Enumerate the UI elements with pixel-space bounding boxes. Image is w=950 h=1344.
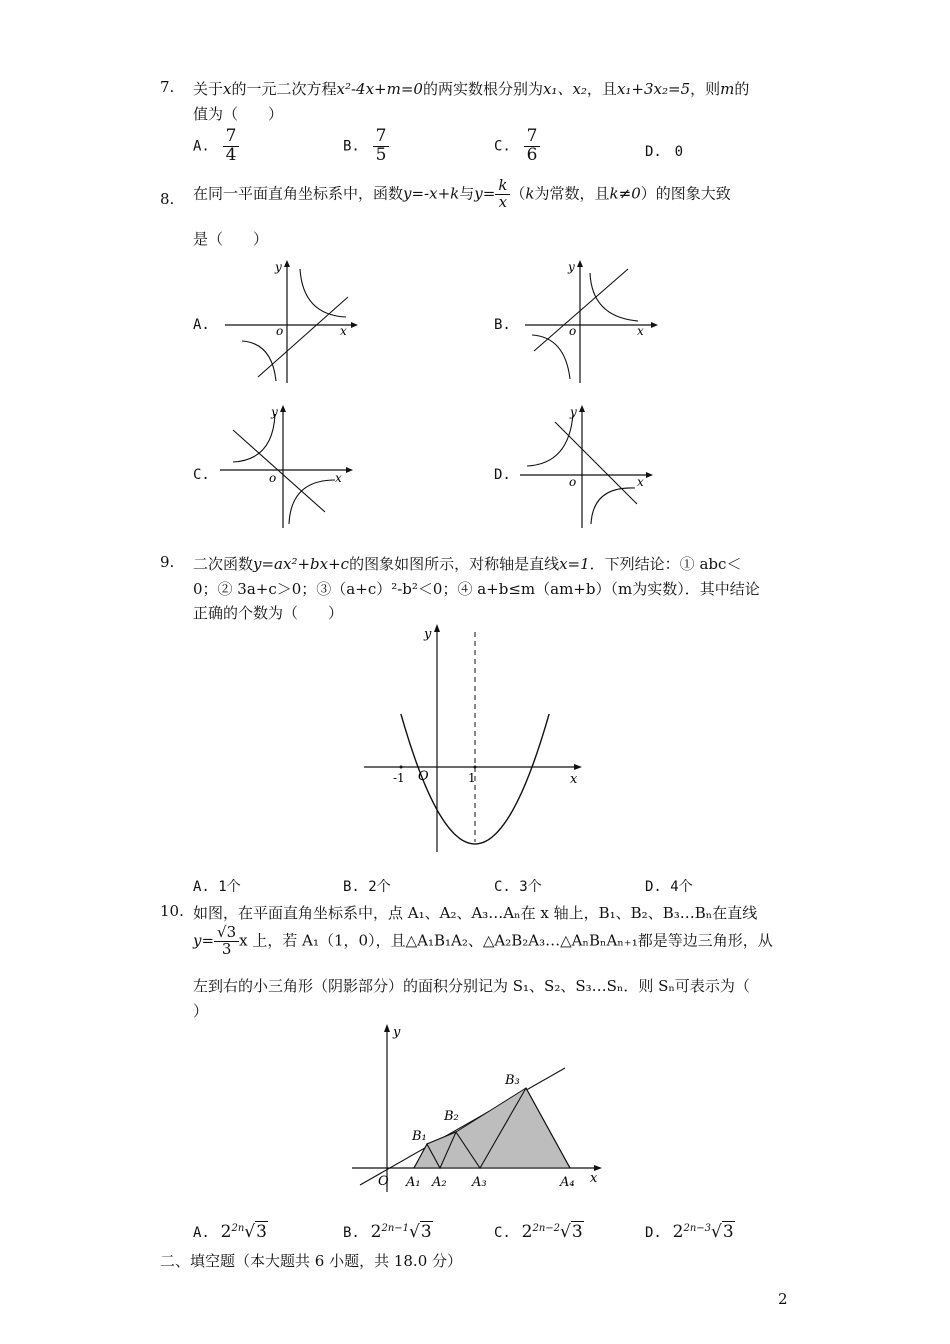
q8-graph-b xyxy=(520,255,665,385)
q10-stem-line3: 左到右的小三角形（阴影部分）的面积分别记为 S₁、S₂、S₃…Sₙ．则 Sₙ可表示为（ xyxy=(193,977,750,995)
q10-label-b2: B₂ xyxy=(444,1109,459,1124)
q10-label-a3: A₃ xyxy=(472,1175,487,1190)
q9-number: 9. xyxy=(160,553,175,571)
q8-d-y-label: y xyxy=(570,405,577,419)
page-number: 2 xyxy=(778,1290,788,1308)
q8-option-d-label[interactable]: D. xyxy=(494,467,511,483)
q7-stem-line2: 值为（ ） xyxy=(193,105,284,123)
q10-option-d[interactable]: D. $2^{2n-3}√3$ xyxy=(645,1222,734,1242)
q10-option-b[interactable]: B. $2^{2n-1}√3$ xyxy=(343,1222,432,1242)
q8-a-y-label: y xyxy=(275,260,282,274)
q10-label-a1: A₁ xyxy=(406,1175,421,1190)
q7-stem-line1: 关于x的一元二次方程x²-4x+m=0的两实数根分别为x₁、x₂，且x₁+3x₂=5，则m的 xyxy=(193,80,750,98)
q9-option-d[interactable]: D. 4个 xyxy=(645,879,693,895)
q8-option-a-label[interactable]: A. xyxy=(193,317,210,333)
q10-x-label: x xyxy=(590,1171,598,1186)
q10-number: 10. xyxy=(160,902,184,920)
q9-stem-line3: 正确的个数为（ ） xyxy=(193,604,344,622)
q10-label-b3: B₃ xyxy=(505,1073,520,1088)
q7-option-b[interactable]: B. $\frac{7}{5}$ xyxy=(343,128,389,165)
section-fill-in-heading: 二、填空题（本大题共 6 小题，共 18.0 分） xyxy=(160,1252,463,1270)
q9-x-label: x xyxy=(570,772,578,787)
q9-y-label: y xyxy=(424,627,432,642)
q7-option-a[interactable]: A. $\frac{7}{4}$ xyxy=(193,128,239,165)
q8-graph-d xyxy=(515,400,660,530)
q8-c-x-label: x xyxy=(335,471,342,485)
q8-graph-c xyxy=(215,400,360,530)
q8-option-b-label[interactable]: B. xyxy=(494,317,511,333)
q8-option-c-label[interactable]: C. xyxy=(193,467,210,483)
q8-stem-line2: 是（ ） xyxy=(193,230,269,248)
q10-origin: O xyxy=(378,1174,389,1189)
q8-d-origin: o xyxy=(569,475,577,489)
q8-stem-line1: 在同一平面直角坐标系中，函数y=-x+k与y= $\frac{k}{x}$ （k为常数，且k≠0）的图象大致 xyxy=(193,176,731,211)
q10-label-a2: A₂ xyxy=(432,1175,447,1190)
q9-stem-line2: 0；② 3a+c＞0；③（a+c）²-b²＜0；④ a+b≤m（am+b）（m为实数）．其中结论 xyxy=(193,580,760,598)
q10-label-a4: A₄ xyxy=(560,1175,575,1190)
q10-y-label: y xyxy=(393,1025,401,1040)
q8-graph-a xyxy=(220,255,365,385)
q10-triangle-figure xyxy=(350,1020,610,1195)
q8-a-origin: o xyxy=(276,324,284,338)
q8-b-x-label: x xyxy=(637,324,644,338)
q9-option-b[interactable]: B. 2个 xyxy=(343,879,391,895)
q10-stem-line1: 如图，在平面直角坐标系中，点 A₁、A₂、A₃…Aₙ在 x 轴上，B₁、B₂、B₃…Bₙ在直线 xyxy=(193,904,758,922)
q10-option-a[interactable]: A. $2^{2n}√3$ xyxy=(193,1222,267,1242)
q10-stem-line4: ） xyxy=(193,1002,209,1020)
q9-option-a[interactable]: A. 1个 xyxy=(193,879,241,895)
q10-label-b1: B₁ xyxy=(412,1129,427,1144)
q7-option-c[interactable]: C. $\frac{7}{6}$ xyxy=(494,128,540,165)
q7-option-d[interactable]: D. 0 xyxy=(645,144,684,160)
q10-option-c[interactable]: C. $2^{2n-2}√3$ xyxy=(494,1222,583,1242)
q8-b-y-label: y xyxy=(568,260,575,274)
q8-d-x-label: x xyxy=(637,475,644,489)
q8-b-origin: o xyxy=(569,324,577,338)
q9-tick-1: 1 xyxy=(468,771,476,785)
q8-a-x-label: x xyxy=(340,324,347,338)
q9-tick-neg1: -1 xyxy=(393,771,405,785)
q9-origin: O xyxy=(418,769,429,784)
q7-number: 7. xyxy=(160,78,175,96)
q8-number: 8. xyxy=(160,190,175,208)
q8-c-origin: o xyxy=(269,471,277,485)
q9-option-c[interactable]: C. 3个 xyxy=(494,879,542,895)
q8-c-y-label: y xyxy=(271,405,278,419)
q10-stem-line2: y= $\frac{√3}{3}$ x 上，若 A₁（1，0），且△A₁B₁A₂、△A₂B₂A₃…△AₙBₙAₙ₊₁都是等边三角形，从 xyxy=(193,923,773,958)
q9-parabola-graph xyxy=(360,620,590,855)
q9-stem-line1: 二次函数y=ax²+bx+c的图象如图所示，对称轴是直线x=1．下列结论：① abc＜ xyxy=(193,555,742,573)
